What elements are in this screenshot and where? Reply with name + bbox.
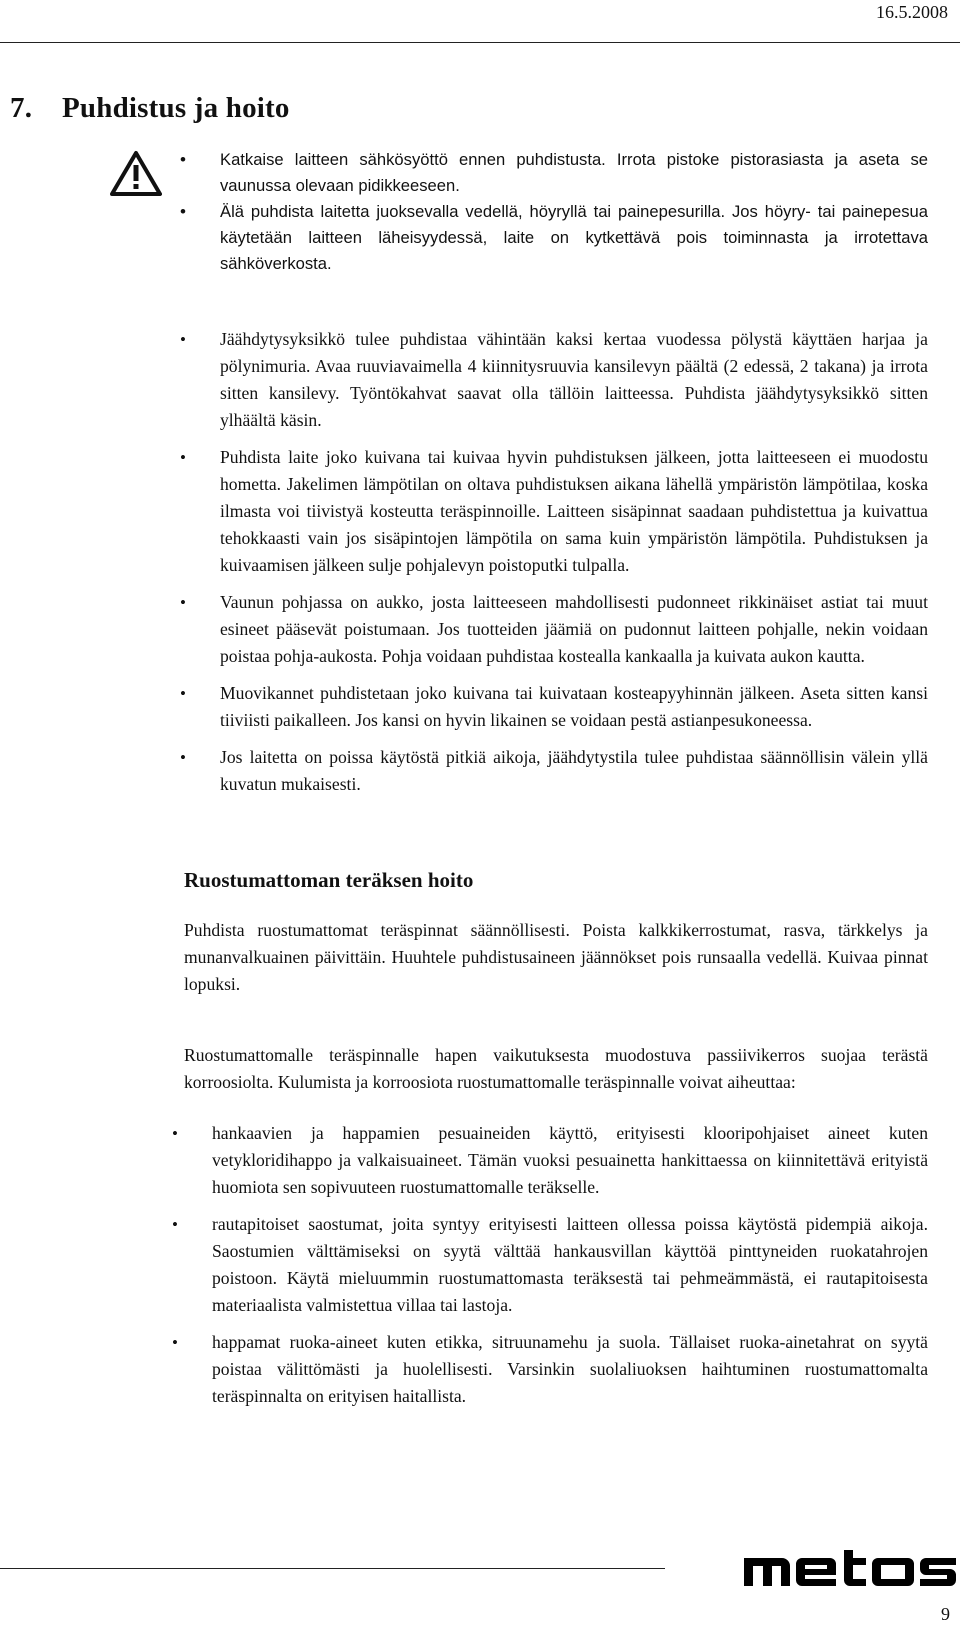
page-number: 9 xyxy=(941,1604,950,1624)
corrosion-cause-item: • rautapitoiset saostumat, joita syntyy erityisesti laitteen ollessa poissa käytöstä pidempiä aikoja. Saostumien välttämiseksi on syytä välttää hankausvillan käyttöä pinttyneiden ruokatahrojen poistoon. Käytä mieluummin ruostumattomasta teräksestä tai pehmeämmästä, ei rautapitoisesta materiaalista valmistettua villaa tai lastoja. xyxy=(160,1211,928,1319)
cleaning-item: • Vaunun pohjassa on aukko, josta laitteeseen mahdollisesti pudonneet rikkinäiset astiat tai muut esineet pääsevät poistumaan. Jos tuotteiden jäämiä on pudonnut laitteen pohjalle, nekin voidaan poistaa pohja-aukosta. Pohja voidaan puhdistaa kostealla kankaalla ja kuivata aukon kautta. xyxy=(168,589,928,670)
warning-item: • Katkaise laitteen sähkösyöttö ennen puhdistusta. Irrota pistoke pistorasiasta ja aseta se vaunussa olevaan pidikkeeseen. xyxy=(168,147,928,199)
header-divider xyxy=(0,42,960,43)
warning-item: • Älä puhdista laitetta juoksevalla vedellä, höyryllä tai painepesurilla. Jos höyry- tai painepesua käytetään laitteen läheisyydessä, laite on kytkettävä pois toiminnasta ja irrotettava sähköverkosta. xyxy=(168,199,928,277)
corrosion-cause-item: • happamat ruoka-aineet kuten etikka, sitruunamehu ja suola. Tällaiset ruoka-ainetahrat on syytä poistaa välittömästi ja huolellisesti. Varsinkin suolaliuoksen haihtuminen ruostumattomalta teräspinnalta on erityisen haitallista. xyxy=(160,1329,928,1410)
cleaning-item: • Puhdista laite joko kuivana tai kuivaa hyvin puhdistuksen jälkeen, jotta laitteeseen ei muodostu hometta. Jakelimen lämpötilan on oltava puhdistuksen aikana lähellä ympäristön lämpötilaa, koska ilmasta voi tiivistyä kosteutta teräspinnoille. Laitteen sisäpinnat saadaan puhdistettua ja kuivattua tehokkaasti vain jos sisäpintojen lämpötila on sama kuin ympäristön lämpötila. Puhdistuksen ja kuivaamisen jälkeen sulje pohjalevyn poistoputki tulpalla. xyxy=(168,444,928,579)
section-title-text: Puhdistus ja hoito xyxy=(62,92,290,124)
metos-logo xyxy=(744,1550,956,1590)
cleaning-item: • Muovikannet puhdistetaan joko kuivana tai kuivataan kosteapyyhinnän jälkeen. Aseta sitten kansi tiiviisti paikalleen. Jos kansi on hyvin likainen se voidaan pestä astianpesukoneessa. xyxy=(168,680,928,734)
stainless-heading: Ruostumattoman teräksen hoito xyxy=(184,868,474,892)
footer-divider xyxy=(0,1568,665,1569)
cleaning-item: • Jos laitetta on poissa käytöstä pitkiä aikoja, jäähdytystila tulee puhdistaa säännöllisin välein yllä kuvatun mukaisesti. xyxy=(168,744,928,798)
stainless-paragraph-2: Ruostumattomalle teräspinnalle hapen vaikutuksesta muodostuva passiivikerros suojaa terästä korroosiolta. Kulumista ja korroosiota ruostumattomalle teräspinnalle voivat aiheuttaa: xyxy=(184,1045,928,1092)
stainless-paragraph-1: Puhdista ruostumattomat teräspinnat säännöllisesti. Poista kalkkikerrostumat, rasva, tärkkelys ja munanvalkuainen päivittäin. Huuhtele puhdistusaineen jäännökset pois runsaalla vedellä. Kuivaa pinnat lopuksi. xyxy=(184,920,928,994)
section-number: 7. xyxy=(10,92,33,124)
section-title xyxy=(10,92,290,125)
corrosion-cause-item: • hankaavien ja happamien pesuaineiden käyttö, erityisesti klooripohjaiset aineet kuten vetykloridihappo ja valkaisuaineet. Tämän vuoksi pesuainetta hankittaessa on kiinnitettävä erityistä huomiota sen sopivuuteen ruostumattomalle teräkselle. xyxy=(160,1120,928,1201)
header-date: 16.5.2008 xyxy=(876,2,948,22)
cleaning-list xyxy=(168,326,928,798)
corrosion-causes-list xyxy=(160,1120,928,1410)
cleaning-item: • Jäähdytysyksikkö tulee puhdistaa vähintään kaksi kertaa vuodessa pölystä käyttäen harjaa ja pölynimuria. Avaa ruuviavaimella 4 kiinnitysruuvia kansilevyn päältä (2 edessä, 2 takana) ja irrota sitten kansilevy. Työntökahvat saavat olla tällöin laitteessa. Puhdista jäähdytysyksikkö sitten ylhäältä käsin. xyxy=(168,326,928,434)
warning-triangle-icon xyxy=(110,150,162,196)
warning-list xyxy=(168,147,928,277)
